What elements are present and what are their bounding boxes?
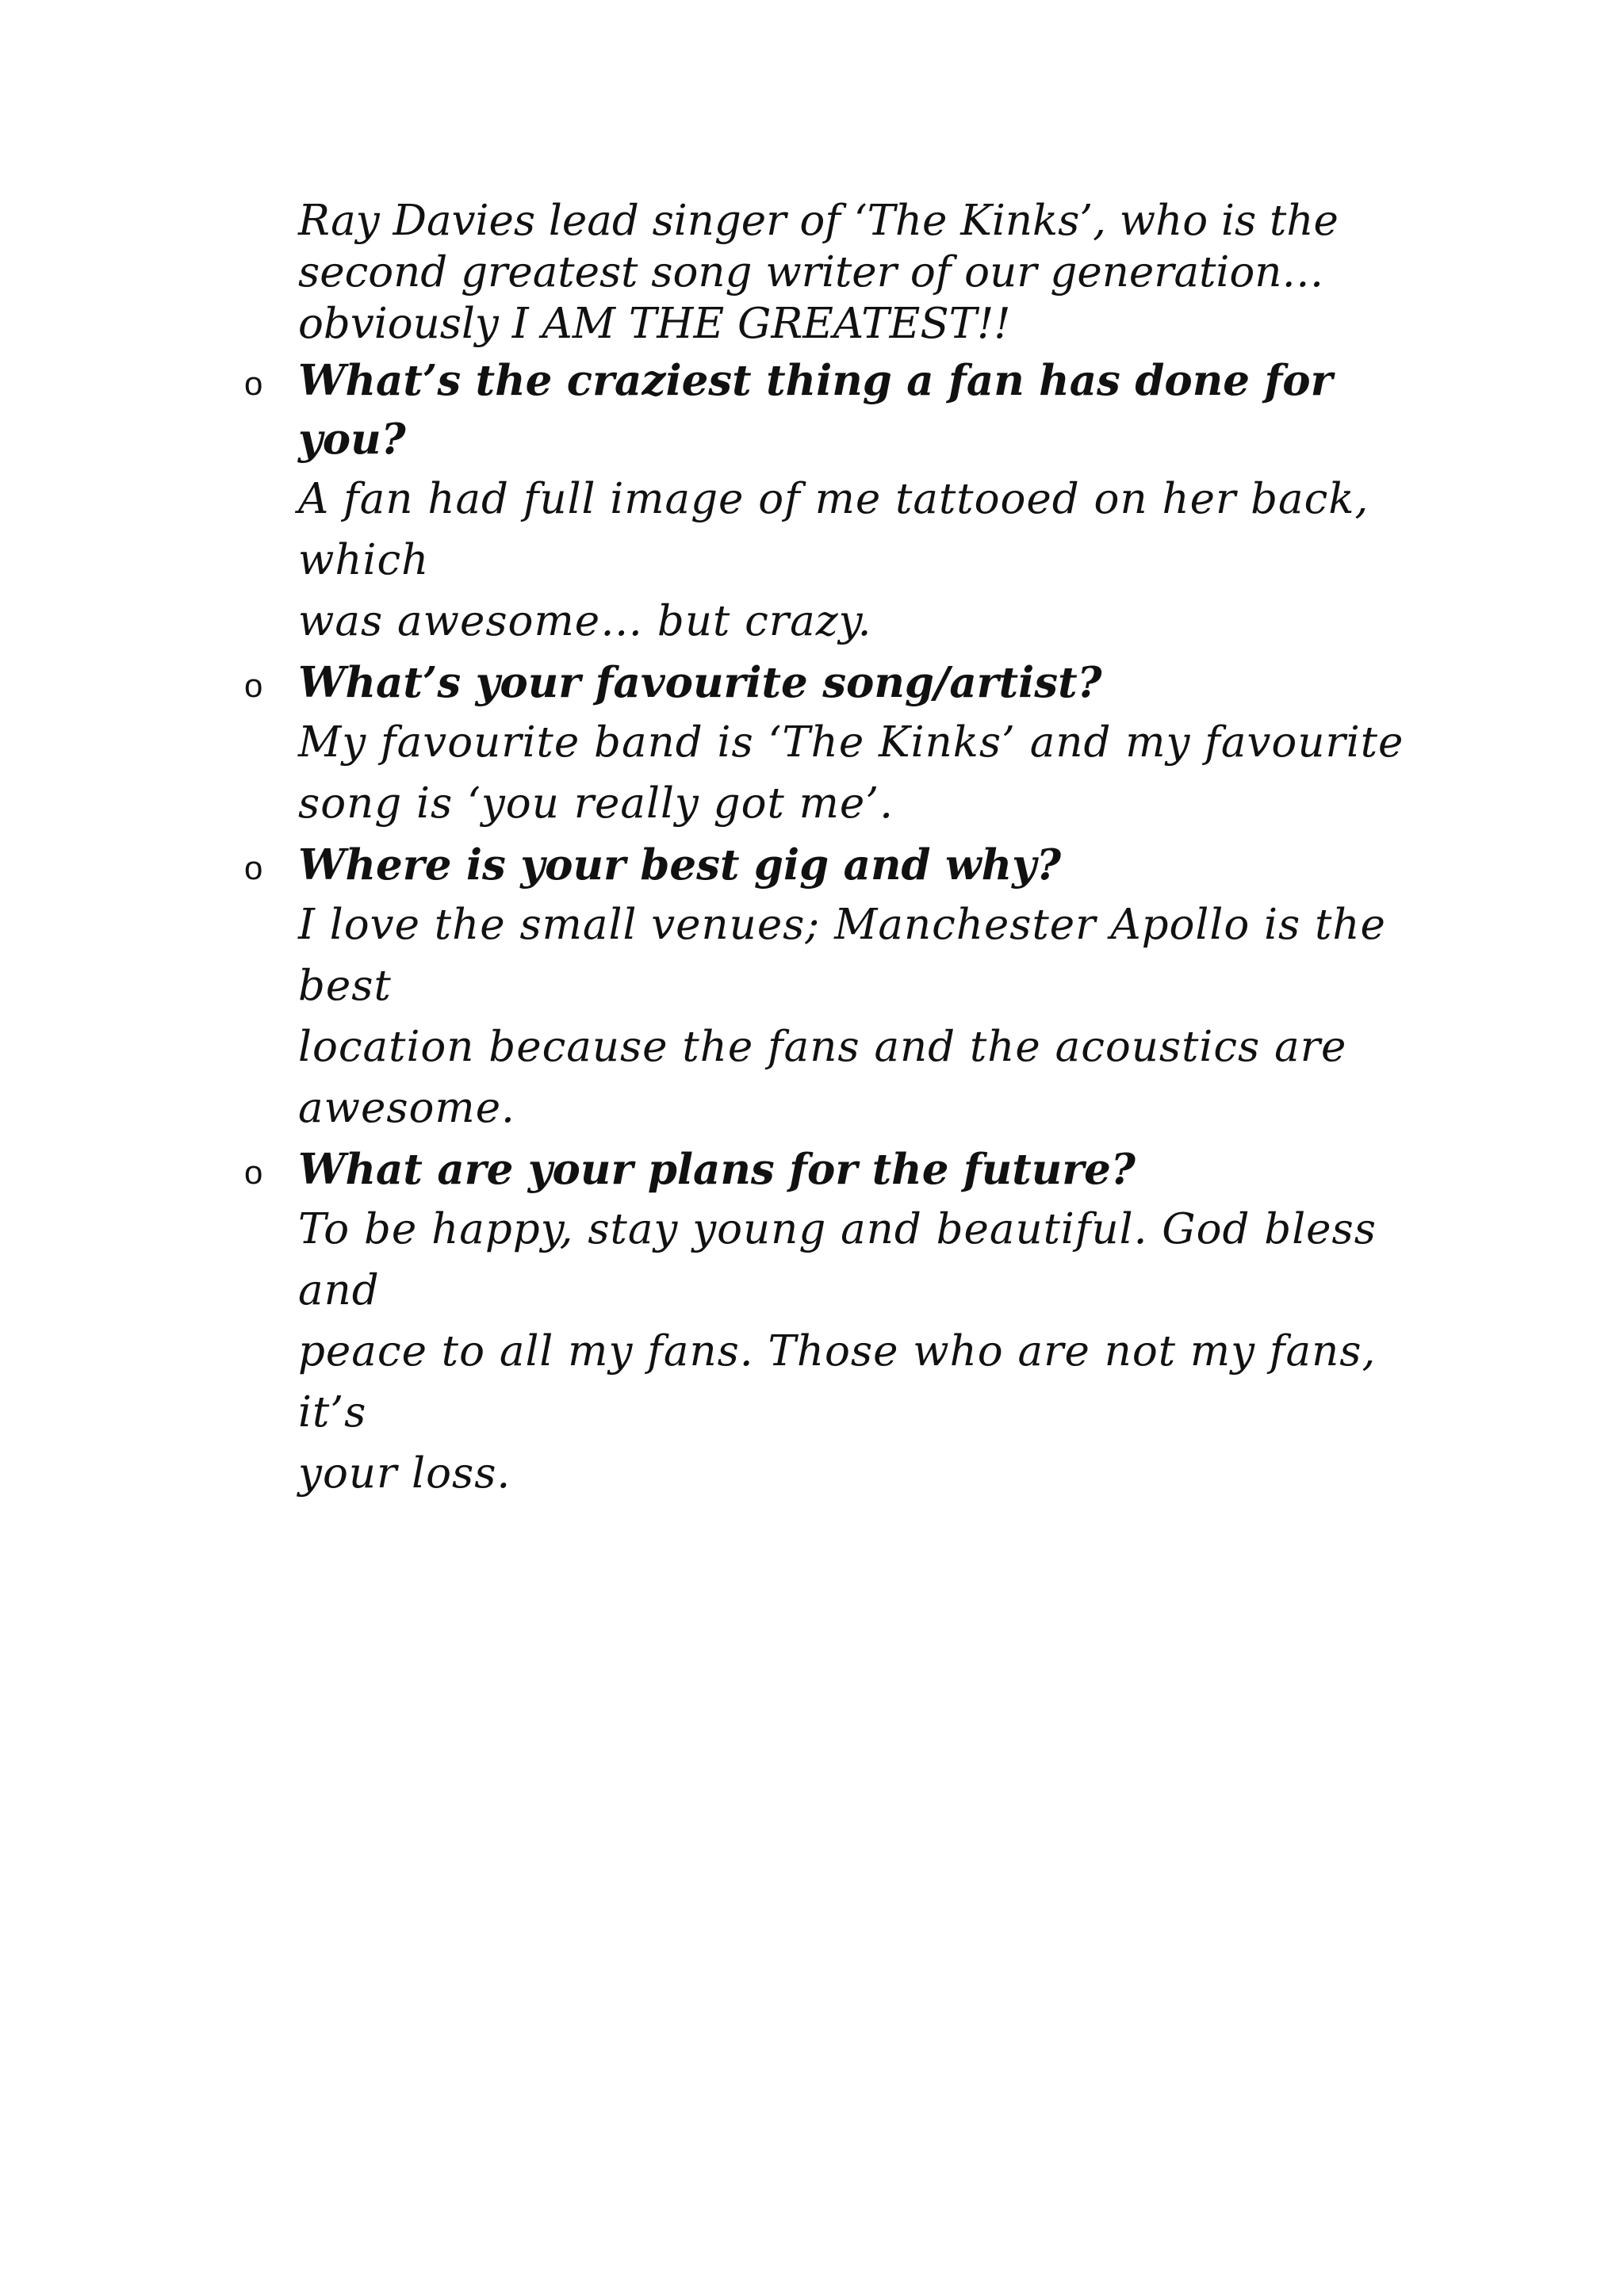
document-body xyxy=(238,195,1443,1506)
qa-item xyxy=(238,1140,1443,1504)
bullet-icon: o xyxy=(244,365,263,402)
question: What’s the craziest thing a fan has done for you? xyxy=(298,356,1333,464)
answer-line: A fan had full image of me tattooed on her back, which xyxy=(298,475,1369,584)
answer-line: location because the fans and the acoustics are xyxy=(298,1023,1347,1071)
answer xyxy=(298,1199,1443,1504)
qa-item xyxy=(238,653,1443,834)
intro-line: second greatest song writer of our generation… xyxy=(298,248,1324,297)
bullet-icon: o xyxy=(244,849,263,886)
bullet-icon: o xyxy=(244,667,263,704)
answer-line: was awesome… but crazy. xyxy=(298,597,872,645)
intro-line: Ray Davies lead singer of ‘The Kinks’, who is the xyxy=(298,197,1339,245)
answer-line: your loss. xyxy=(298,1449,511,1498)
answer-line: awesome. xyxy=(298,1084,515,1132)
qa-item xyxy=(238,836,1443,1138)
answer-line: My favourite band is ‘The Kinks’ and my favourite xyxy=(298,718,1404,767)
bullet-icon: o xyxy=(244,1154,263,1191)
answer-line: peace to all my fans. Those who are not my fans, it’s xyxy=(298,1327,1377,1437)
question: What’s your favourite song/artist? xyxy=(298,658,1102,707)
answer xyxy=(298,894,1443,1138)
intro-paragraph xyxy=(298,195,1443,350)
answer-line: song is ‘you really got me’. xyxy=(298,779,894,828)
answer-line: To be happy, stay young and beautiful. God bless and xyxy=(298,1205,1377,1314)
answer-line: I love the small venues; Manchester Apollo is the best xyxy=(298,901,1386,1010)
answer xyxy=(298,469,1443,652)
qa-item xyxy=(238,351,1443,652)
answer xyxy=(298,712,1443,834)
question: Where is your best gig and why? xyxy=(298,840,1061,890)
intro-line: obviously I AM THE GREATEST!! xyxy=(298,300,1011,348)
question: What are your plans for the future? xyxy=(298,1145,1136,1194)
